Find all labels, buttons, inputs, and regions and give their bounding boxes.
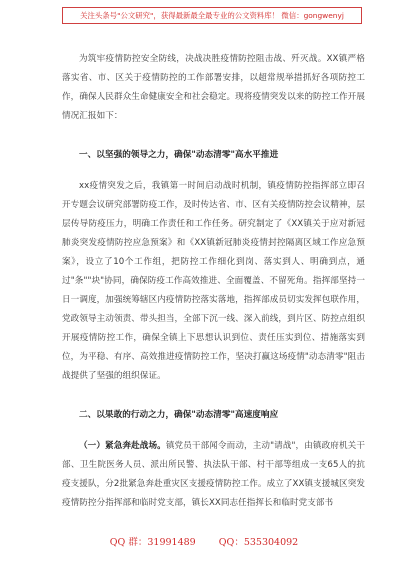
qq-group-text: QQ 群：31991489 <box>109 537 196 548</box>
section-2-text: 镇党员干部闻令而动，主动"请战"，由镇政府机关干部、卫生院医务人员、派出所民警、执法队干部、村干部等组成一支65人的抗疫支援队，分2批紧急奔赴重灾区支援疫情防控工作。成立了XX镇支援城区突发疫情防控分指挥部和临时党支部，镇长XX同志任指挥长和临时党支部书 <box>62 441 365 508</box>
document-body <box>62 50 365 513</box>
promo-banner: 关注头条号"公文研究"，获得最新最全最专业的公文资料库！ 微信：gongwenyj <box>62 7 362 24</box>
section-2-subheading: （一）紧急奔赴战场。 <box>79 441 166 451</box>
section-2-paragraph <box>62 437 365 513</box>
contact-footer <box>0 534 408 548</box>
intro-paragraph: 为筑牢疫情防控安全防线，决战决胜疫情防控阻击战、歼灭战。XX镇严格落实省、市、区关于疫情防控的工作部署安排，以超常规举措抓好各项防控工作，确保人民群众生命健康安全和社会稳定。现将疫情突发以来的防控工作开展情况汇报如下： <box>62 54 365 121</box>
section-2-heading: 二、以果敢的行动之力，确保"动态清零"高速度响应 <box>79 410 279 420</box>
qq-contact-text: QQ：535304092 <box>218 537 299 548</box>
section-1-heading: 一、以坚强的领导之力，确保"动态清零"高水平推进 <box>79 150 279 160</box>
section-1-paragraph: xx疫情突发之后，我镇第一时间启动战时机制，镇疫情防控指挥部立即召开专题会议研究部署防疫工作，及时传达省、市、区有关疫情防控会议精神，层层传导防疫压力，明确工作责任和工作任务。研究制定了《XX镇关于应对新冠肺炎突发疫情防控应急预案》和《XX镇新冠肺炎疫情封控隔离区域工作应急预案》，设立了10个工作组，把防控工作细化到岗、落实到人、明确到点，通过"条""块"协同，确保防疫工作高效推进、全面覆盖、不留死角。指挥部坚持一日一调度，加强统筹辖区内疫情防控落实落地，指挥部成员切实发挥包联作用，党政领导主动领责、带头担当，全部下沉一线、深入前线，到片区、防控点组织开展疫情防控工作，确保全镇上下思想认识到位、责任压实到位、措施落实到位，为平稳、有序、高效推进疫情防控工作，坚决打赢这场疫情"动态清零"阻击战提供了坚强的组织保证。 <box>62 181 365 381</box>
